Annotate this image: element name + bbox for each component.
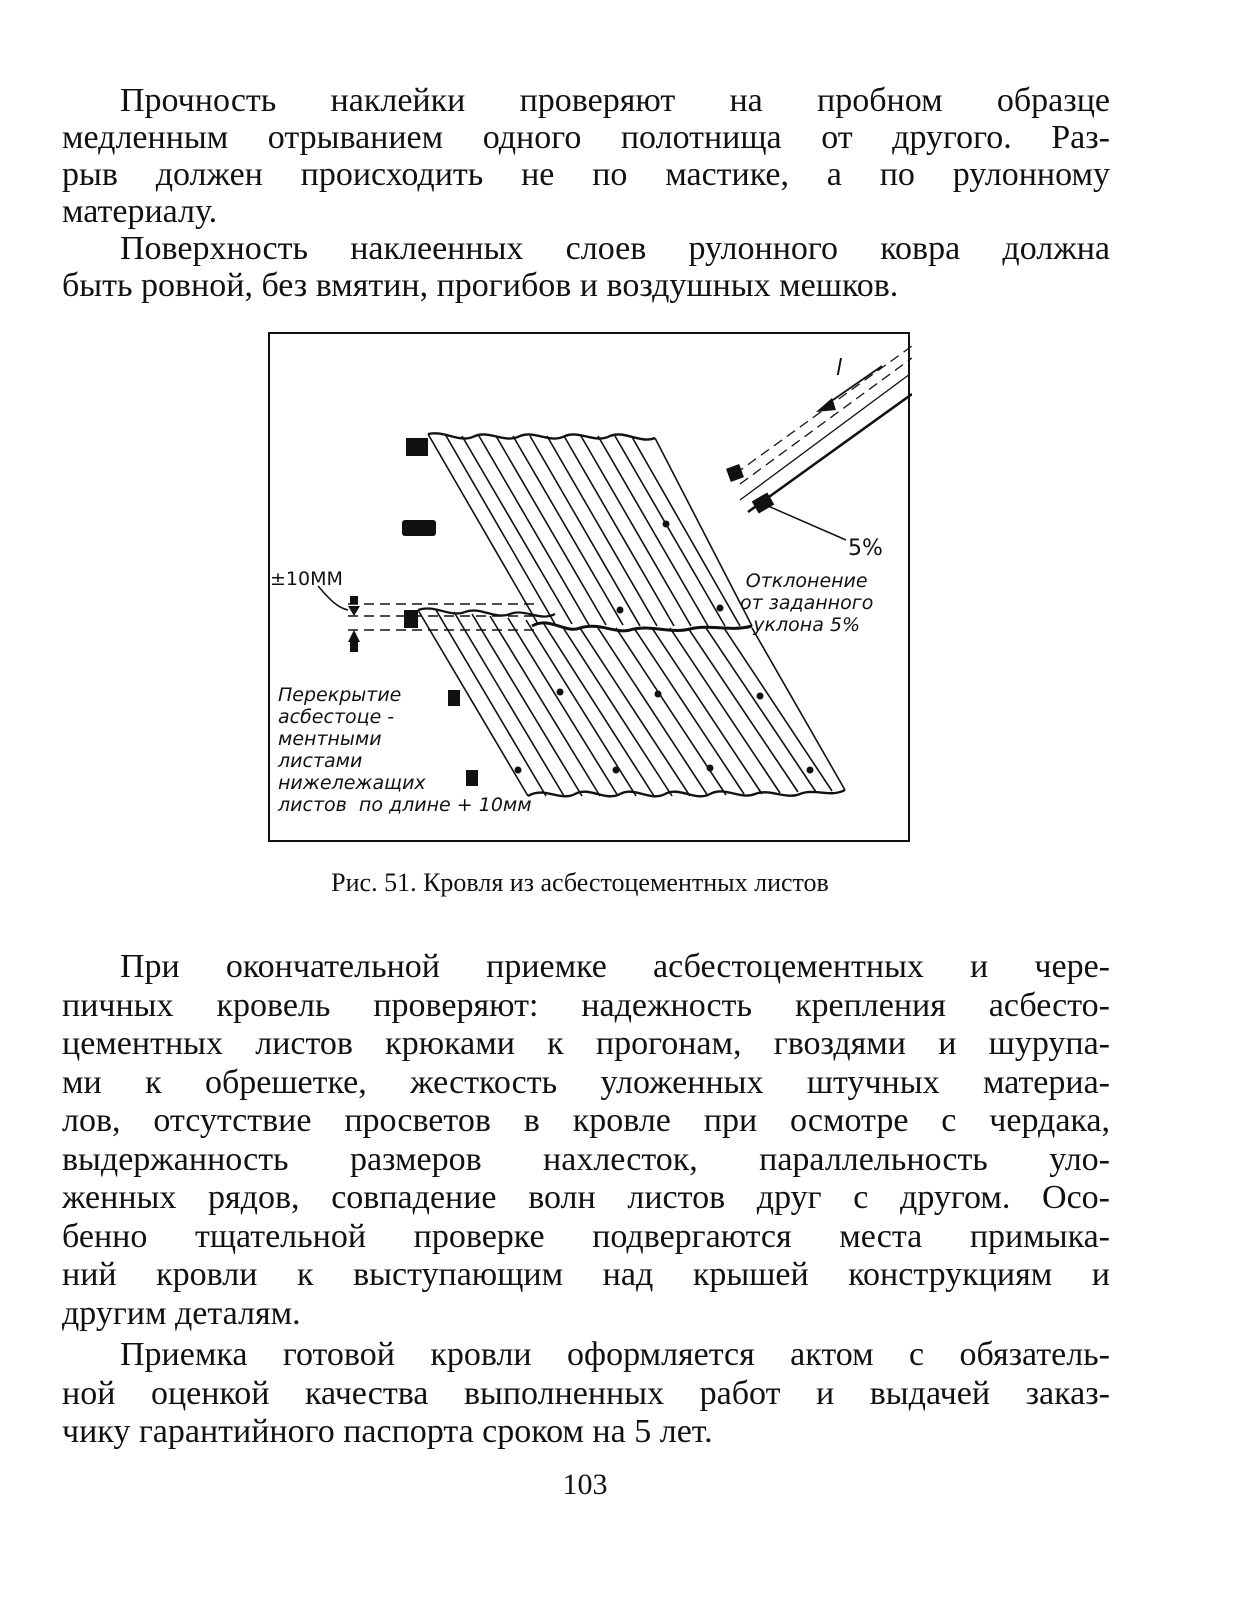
text-line: Поверхность наклеенных слоев рулонного ковра должна (120, 230, 1110, 267)
text-line: При окончательной приемке асбестоцементных и чере- (120, 948, 1110, 985)
text-line: чику гарантийного паспорта сроком на 5 лет. (62, 1413, 713, 1450)
label-deviation: Отклонение от заданного уклона 5% (740, 570, 874, 636)
text-line: быть ровной, без вмятин, прогибов и воздушных мешков. (62, 267, 899, 304)
label-overlap: Перекрытие асбестоце - ментными листами нижележащих листов по длине + 10мм (278, 684, 532, 816)
text-line: лов, отсутствие просветов в кровле при осмотре с чердака, (62, 1102, 1110, 1139)
text-line: Приемка готовой кровли оформляется актом с обязатель- (120, 1336, 1110, 1373)
text-line: ний кровли к выступающим над крышей конструкциям и (62, 1256, 1110, 1293)
text-line: пичных кровель проверяют: надежность крепления асбесто- (62, 986, 1110, 1024)
text-line: выдержанность размеров нахлесток, параллельность уло- (62, 1140, 1110, 1178)
text-line: ми к обрешетке, жесткость уложенных штучных материа- (62, 1063, 1110, 1101)
overlap-dash-lines (348, 604, 540, 630)
label-l: l (836, 356, 843, 381)
text-line: бенно тщательной проверке подвергаются места примыка- (62, 1217, 1110, 1255)
figure-asbestos-roof (268, 332, 910, 842)
text-line: рыв должен происходить не по мастике, а по рулонному (62, 156, 1110, 193)
paragraph-acceptance-act (62, 1336, 1110, 1452)
slope-arrow-and-blocks (726, 398, 836, 514)
figure-caption: Рис. 51. Кровля из асбестоцементных листов (331, 868, 829, 897)
label-10mm: ±10ММ (270, 568, 343, 590)
text-line: ной оценкой качества выполненных работ и выдачей заказ- (62, 1374, 1110, 1412)
paragraph-strength-check (62, 82, 1110, 230)
paragraph-final-acceptance (62, 948, 1110, 1333)
upper-sheets (428, 433, 752, 631)
paragraph-surface-requirement (62, 230, 1110, 304)
label-5-percent: 5% (848, 536, 883, 561)
text-line: женных рядов, совпадение волн листов друг с другом. Осо- (62, 1179, 1110, 1216)
text-line: материалу. (62, 193, 218, 230)
text-line: Прочность наклейки проверяют на пробном образце (120, 82, 1110, 119)
page-number: 103 (562, 1468, 608, 1501)
text-line: медленным отрыванием одного полотнища от другого. Раз- (62, 119, 1110, 156)
text-line: другим деталям. (62, 1294, 301, 1332)
text-line: цементных листов крюками к прогонам, гвоздями и шурупа- (62, 1025, 1110, 1062)
